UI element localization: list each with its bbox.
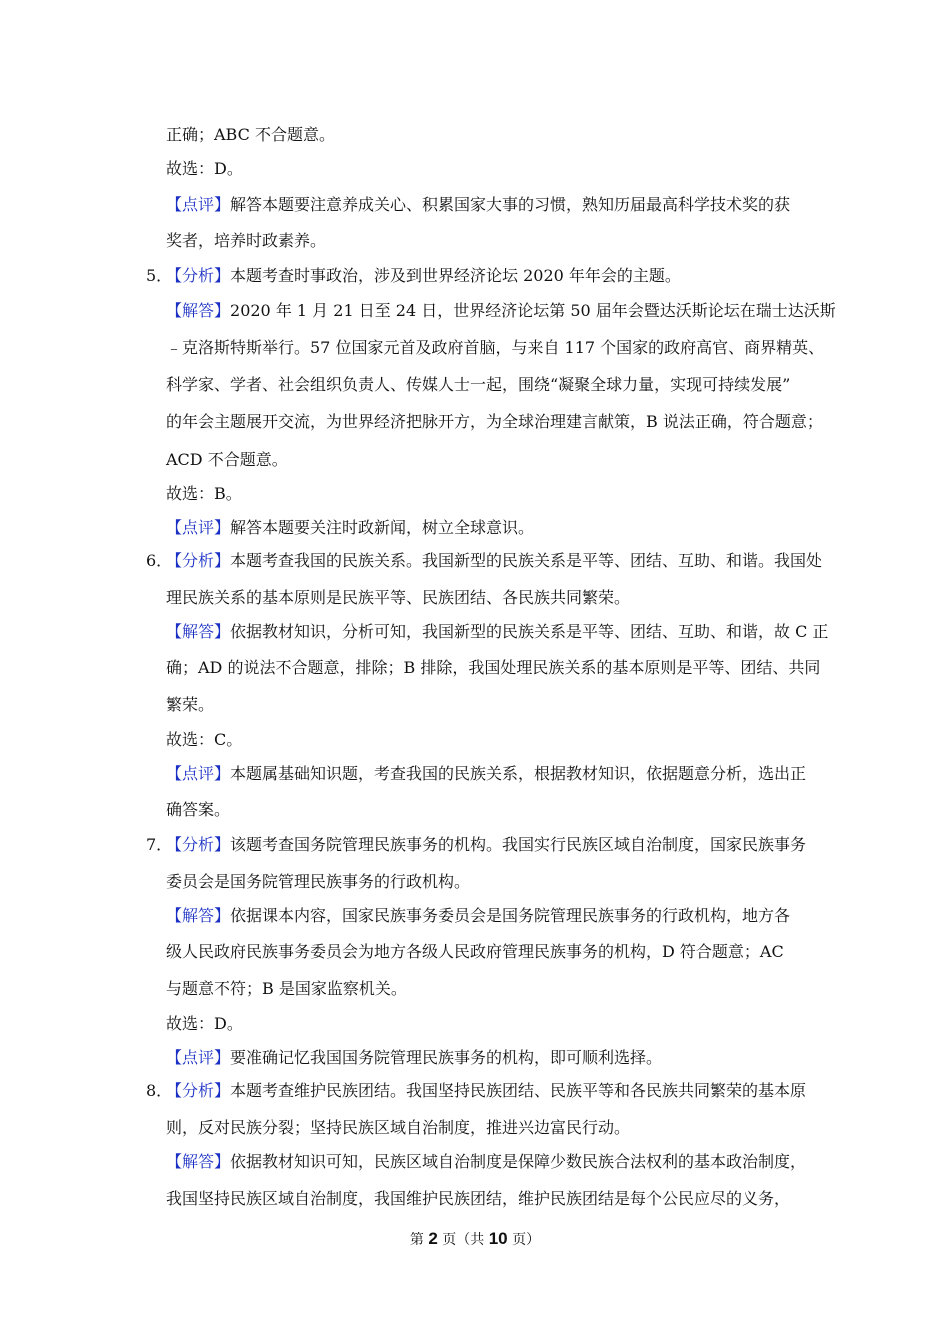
answer-line-continued: 我国坚持民族区域自治制度，我国维护民族团结，维护民族团结是每个公民应尽的义务， <box>166 1189 791 1208</box>
analysis-tag: 【分析】 <box>166 551 231 570</box>
choice-line: 故选：D。 <box>166 159 243 178</box>
comment-line <box>166 763 806 785</box>
total-page-count: 10 <box>488 1229 508 1248</box>
answer-tag: 【解答】 <box>166 906 231 925</box>
answer-tag: 【解答】 <box>166 301 231 320</box>
comment-line-continued: 奖者，培养时政素养。 <box>166 231 327 250</box>
answer-line-continued: 与题意不符；B 是国家监察机关。 <box>166 979 407 998</box>
comment-line <box>166 1047 662 1069</box>
analysis-line <box>166 1080 806 1102</box>
answer-line <box>166 1151 806 1173</box>
comment-text: 解答本题要注意养成关心、积累国家大事的习惯，熟知历届最高科学技术奖的获 <box>230 195 791 214</box>
analysis-tag: 【分析】 <box>166 266 231 285</box>
analysis-tag: 【分析】 <box>166 835 231 854</box>
analysis-line <box>166 550 822 572</box>
answer-line-continued: 科学家、学者、社会组织负责人、传媒人士一起，围绕“凝聚全球力量，实现可持续发展” <box>166 375 791 394</box>
comment-tag: 【点评】 <box>166 195 231 214</box>
analysis-text: 本题考查我国的民族关系。我国新型的民族关系是平等、团结、互助、和谐。我国处 <box>230 551 823 570</box>
comment-text: 要准确记忆我国国务院管理民族事务的机构，即可顺利选择。 <box>230 1048 663 1067</box>
answer-line-continued: 繁荣。 <box>166 695 215 714</box>
answer-tag: 【解答】 <box>166 622 231 641</box>
answer-line-continued: 的年会主题展开交流，为世界经济把脉开方，为全球治理建言献策，B 说法正确，符合题意； <box>166 412 823 431</box>
comment-line <box>166 194 790 216</box>
answer-line <box>166 621 828 643</box>
choice-line: 故选：C。 <box>166 730 243 749</box>
comment-tag: 【点评】 <box>166 764 231 783</box>
answer-line-continued: ACD 不合题意。 <box>166 450 288 469</box>
answer-text: 依据教材知识，分析可知，我国新型的民族关系是平等、团结、互助、和谐，故 C 正 <box>230 622 829 641</box>
answer-tag: 【解答】 <box>166 1152 231 1171</box>
comment-text: 解答本题要关注时政新闻，树立全球意识。 <box>230 518 535 537</box>
analysis-line-continued: 委员会是国务院管理民族事务的行政机构。 <box>166 872 471 891</box>
question-number: 8． <box>146 1081 173 1100</box>
question-number: 7． <box>146 835 173 854</box>
analysis-line <box>166 265 681 287</box>
analysis-line <box>166 834 806 856</box>
choice-line: 故选：D。 <box>166 1014 243 1033</box>
answer-text: 2020 年 1 月 21 日至 24 日，世界经济论坛第 50 届年会暨达沃斯论坛在瑞士达沃斯 <box>230 301 836 320</box>
current-page-number: 2 <box>428 1229 438 1248</box>
answer-line-continued: 级人民政府民族事务委员会为地方各级人民政府管理民族事务的机构，D 符合题意；AC <box>166 942 784 961</box>
answer-line <box>166 905 790 927</box>
answer-text: 依据课本内容，国家民族事务委员会是国务院管理民族事务的行政机构，地方各 <box>230 906 791 925</box>
footer-middle: 页（共 <box>437 1232 489 1248</box>
answer-line <box>166 300 836 322</box>
footer-prefix: 第 <box>409 1232 429 1248</box>
comment-line <box>166 517 534 539</box>
answer-line-continued: ﹣克洛斯特斯举行。57 位国家元首及政府首脑，与来自 117 个国家的政府高官、商界精英、 <box>166 338 825 357</box>
analysis-line-continued: 则，反对民族分裂；坚持民族区域自治制度，推进兴边富民行动。 <box>166 1118 631 1137</box>
comment-text: 本题属基础知识题，考查我国的民族关系，根据教材知识，依据题意分析，选出正 <box>230 764 807 783</box>
choice-line: 故选：B。 <box>166 484 242 503</box>
analysis-text: 该题考查国务院管理民族事务的机构。我国实行民族区域自治制度，国家民族事务 <box>230 835 807 854</box>
question-number: 6． <box>146 551 173 570</box>
comment-line-continued: 确答案。 <box>166 800 231 819</box>
analysis-line-continued: 理民族关系的基本原则是民族平等、民族团结、各民族共同繁荣。 <box>166 588 631 607</box>
question-number: 5． <box>146 266 173 285</box>
answer-text: 依据教材知识可知，民族区域自治制度是保障少数民族合法权利的基本政治制度， <box>230 1152 807 1171</box>
analysis-tag: 【分析】 <box>166 1081 231 1100</box>
body-text-line: 正确；ABC 不合题意。 <box>166 125 335 144</box>
analysis-text: 本题考查时事政治，涉及到世界经济论坛 2020 年年会的主题。 <box>230 266 681 285</box>
comment-tag: 【点评】 <box>166 518 231 537</box>
footer-suffix: 页） <box>507 1232 541 1248</box>
analysis-text: 本题考查维护民族团结。我国坚持民族团结、民族平等和各民族共同繁荣的基本原 <box>230 1081 807 1100</box>
page-footer <box>0 1228 950 1251</box>
comment-tag: 【点评】 <box>166 1048 231 1067</box>
answer-line-continued: 确；AD 的说法不合题意，排除；B 排除，我国处理民族关系的基本原则是平等、团结、共同 <box>166 658 821 677</box>
